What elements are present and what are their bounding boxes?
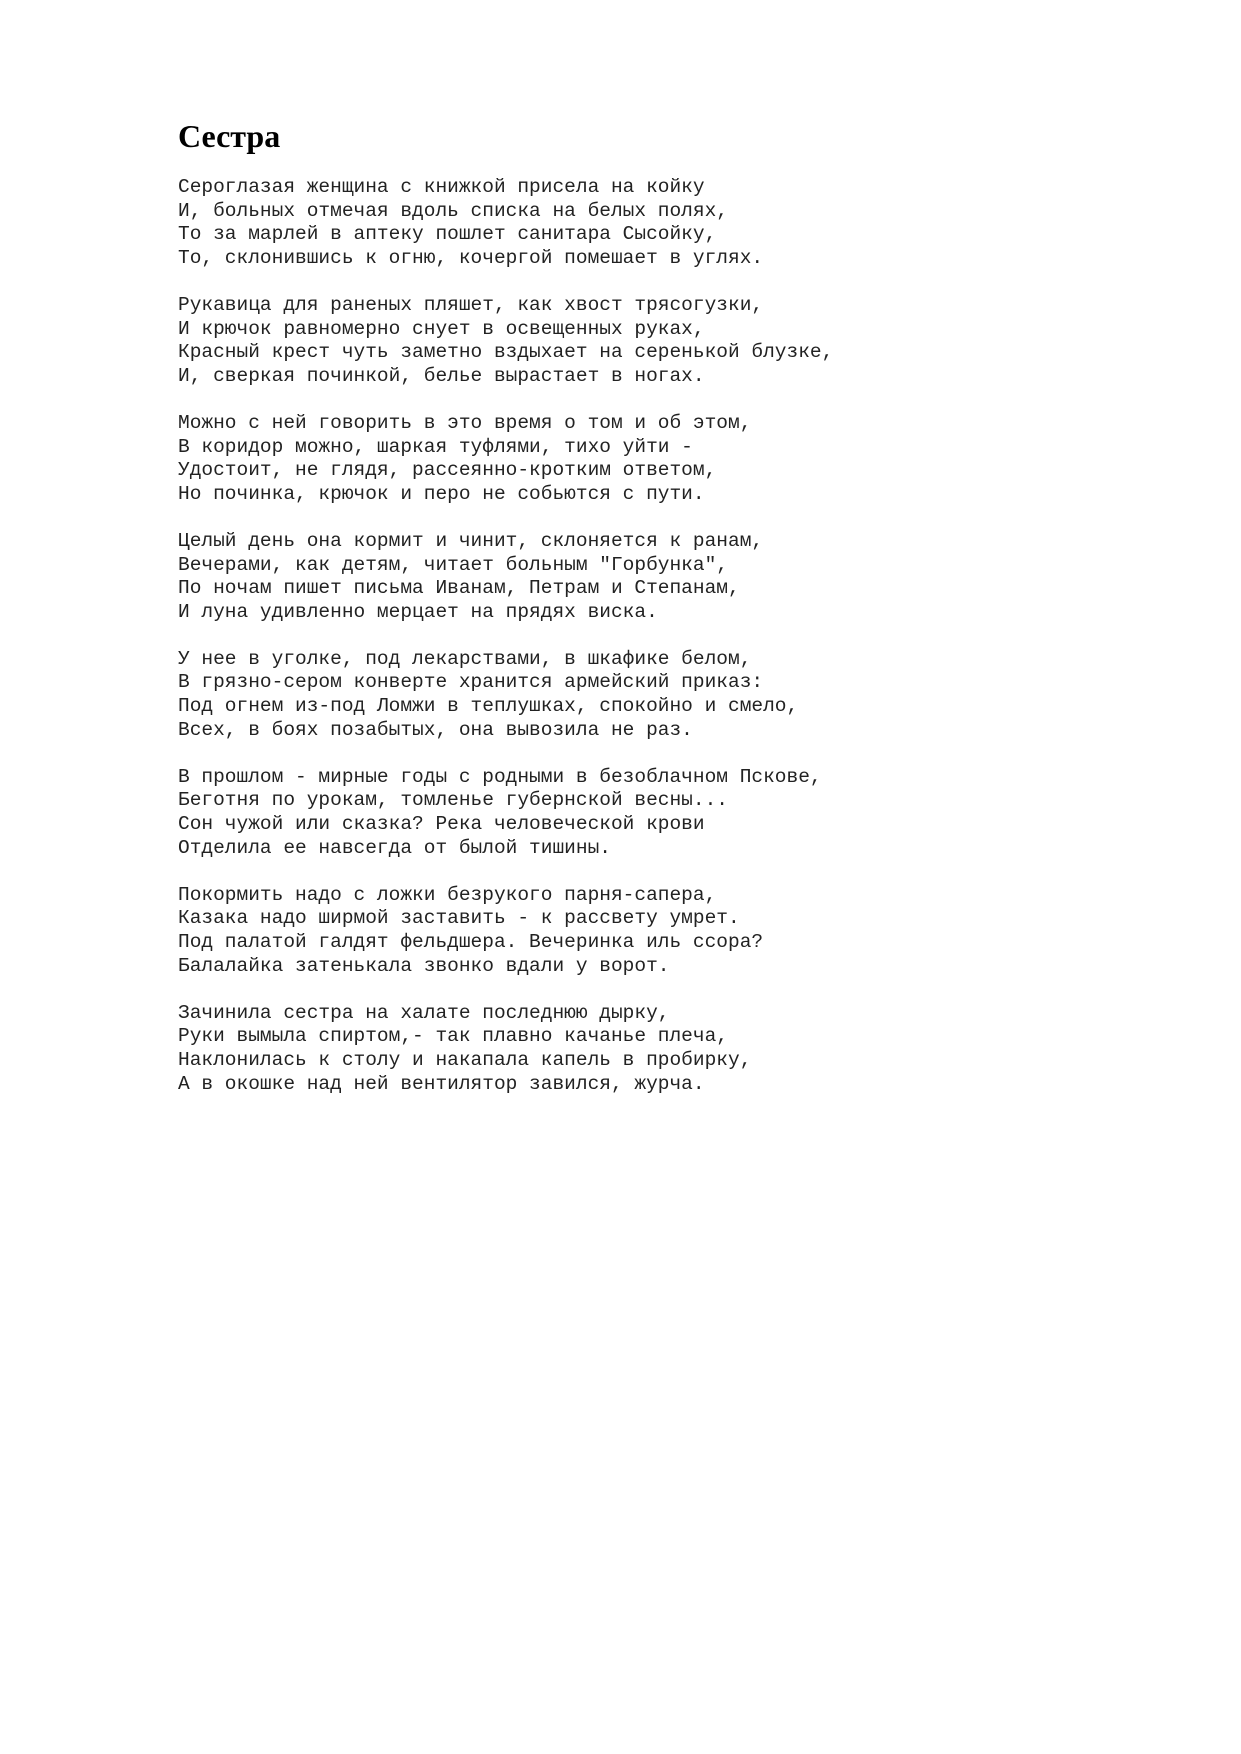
poem-line: Сон чужой или сказка? Река человеческой крови xyxy=(178,813,705,836)
poem-line: Всех, в боях позабытых, она вывозила не раз. xyxy=(178,718,693,741)
poem-line: Под огнем из-под Ломжи в теплушках, спокойно и смело, xyxy=(178,695,799,718)
poem-title: Сестра xyxy=(178,118,281,154)
poem-line: То, склонившись к огню, кочергой помешает в углях. xyxy=(178,246,764,269)
poem-line: Покормить надо с ложки безрукого парня-сапера, xyxy=(178,883,717,906)
poem-line: В грязно-сером конверте хранится армейский приказ: xyxy=(178,671,764,694)
stanza xyxy=(178,176,1178,270)
document-page xyxy=(178,116,1178,1120)
poem-line: А в окошке над ней вентилятор завился, журча. xyxy=(178,1072,705,1095)
stanza xyxy=(178,648,1178,742)
poem-line: Сероглазая женщина с книжкой присела на койку xyxy=(178,176,705,198)
poem-line: Целый день она кормит и чинит, склоняется к ранам, xyxy=(178,529,764,552)
poem-line: В коридор можно, шаркая туфлями, тихо уйти - xyxy=(178,435,693,458)
poem-line: И, больных отмечая вдоль списка на белых полях, xyxy=(178,199,728,222)
poem-line: Вечерами, как детям, читает больным "Горбунка", xyxy=(178,553,728,576)
stanza xyxy=(178,412,1178,506)
stanza xyxy=(178,884,1178,978)
poem-line: У нее в уголке, под лекарствами, в шкафике белом, xyxy=(178,647,752,670)
poem-body xyxy=(178,176,1178,1096)
poem-line: Беготня по урокам, томленье губернской весны... xyxy=(178,789,728,812)
poem-line: Рукавица для раненых пляшет, как хвост трясогузки, xyxy=(178,293,764,316)
stanza xyxy=(178,766,1178,860)
poem-line: Казака надо ширмой заставить - к рассвету умрет. xyxy=(178,907,740,930)
poem-line: И луна удивленно мерцает на прядях виска. xyxy=(178,600,658,623)
poem-line: Можно с ней говорить в это время о том и об этом, xyxy=(178,411,752,434)
stanza xyxy=(178,530,1178,624)
poem-line: Удостоит, не глядя, рассеянно-кротким ответом, xyxy=(178,459,717,482)
poem-line: Красный крест чуть заметно вздыхает на серенькой блузке, xyxy=(178,341,834,364)
poem-line: И крючок равномерно снует в освещенных руках, xyxy=(178,317,705,340)
stanza xyxy=(178,294,1178,388)
poem-line: Но починка, крючок и перо не собьются с пути. xyxy=(178,482,705,505)
poem-line: Балалайка затенькала звонко вдали у ворот. xyxy=(178,954,670,977)
poem-line: Отделила ее навсегда от былой тишины. xyxy=(178,836,611,859)
stanza xyxy=(178,1002,1178,1096)
poem-line: Наклонилась к столу и накапала капель в пробирку, xyxy=(178,1048,752,1071)
poem-line: В прошлом - мирные годы с родными в безоблачном Пскове, xyxy=(178,765,822,788)
poem-line: Зачинила сестра на халате последнюю дырку, xyxy=(178,1001,670,1024)
poem-line: То за марлей в аптеку пошлет санитара Сысойку, xyxy=(178,223,717,246)
poem-line: Руки вымыла спиртом,- так плавно качанье плеча, xyxy=(178,1025,728,1048)
poem-line: И, сверкая починкой, белье вырастает в ногах. xyxy=(178,364,705,387)
poem-line: Под палатой галдят фельдшера. Вечеринка иль ссора? xyxy=(178,931,764,953)
poem-line: По ночам пишет письма Иванам, Петрам и Степанам, xyxy=(178,577,740,600)
